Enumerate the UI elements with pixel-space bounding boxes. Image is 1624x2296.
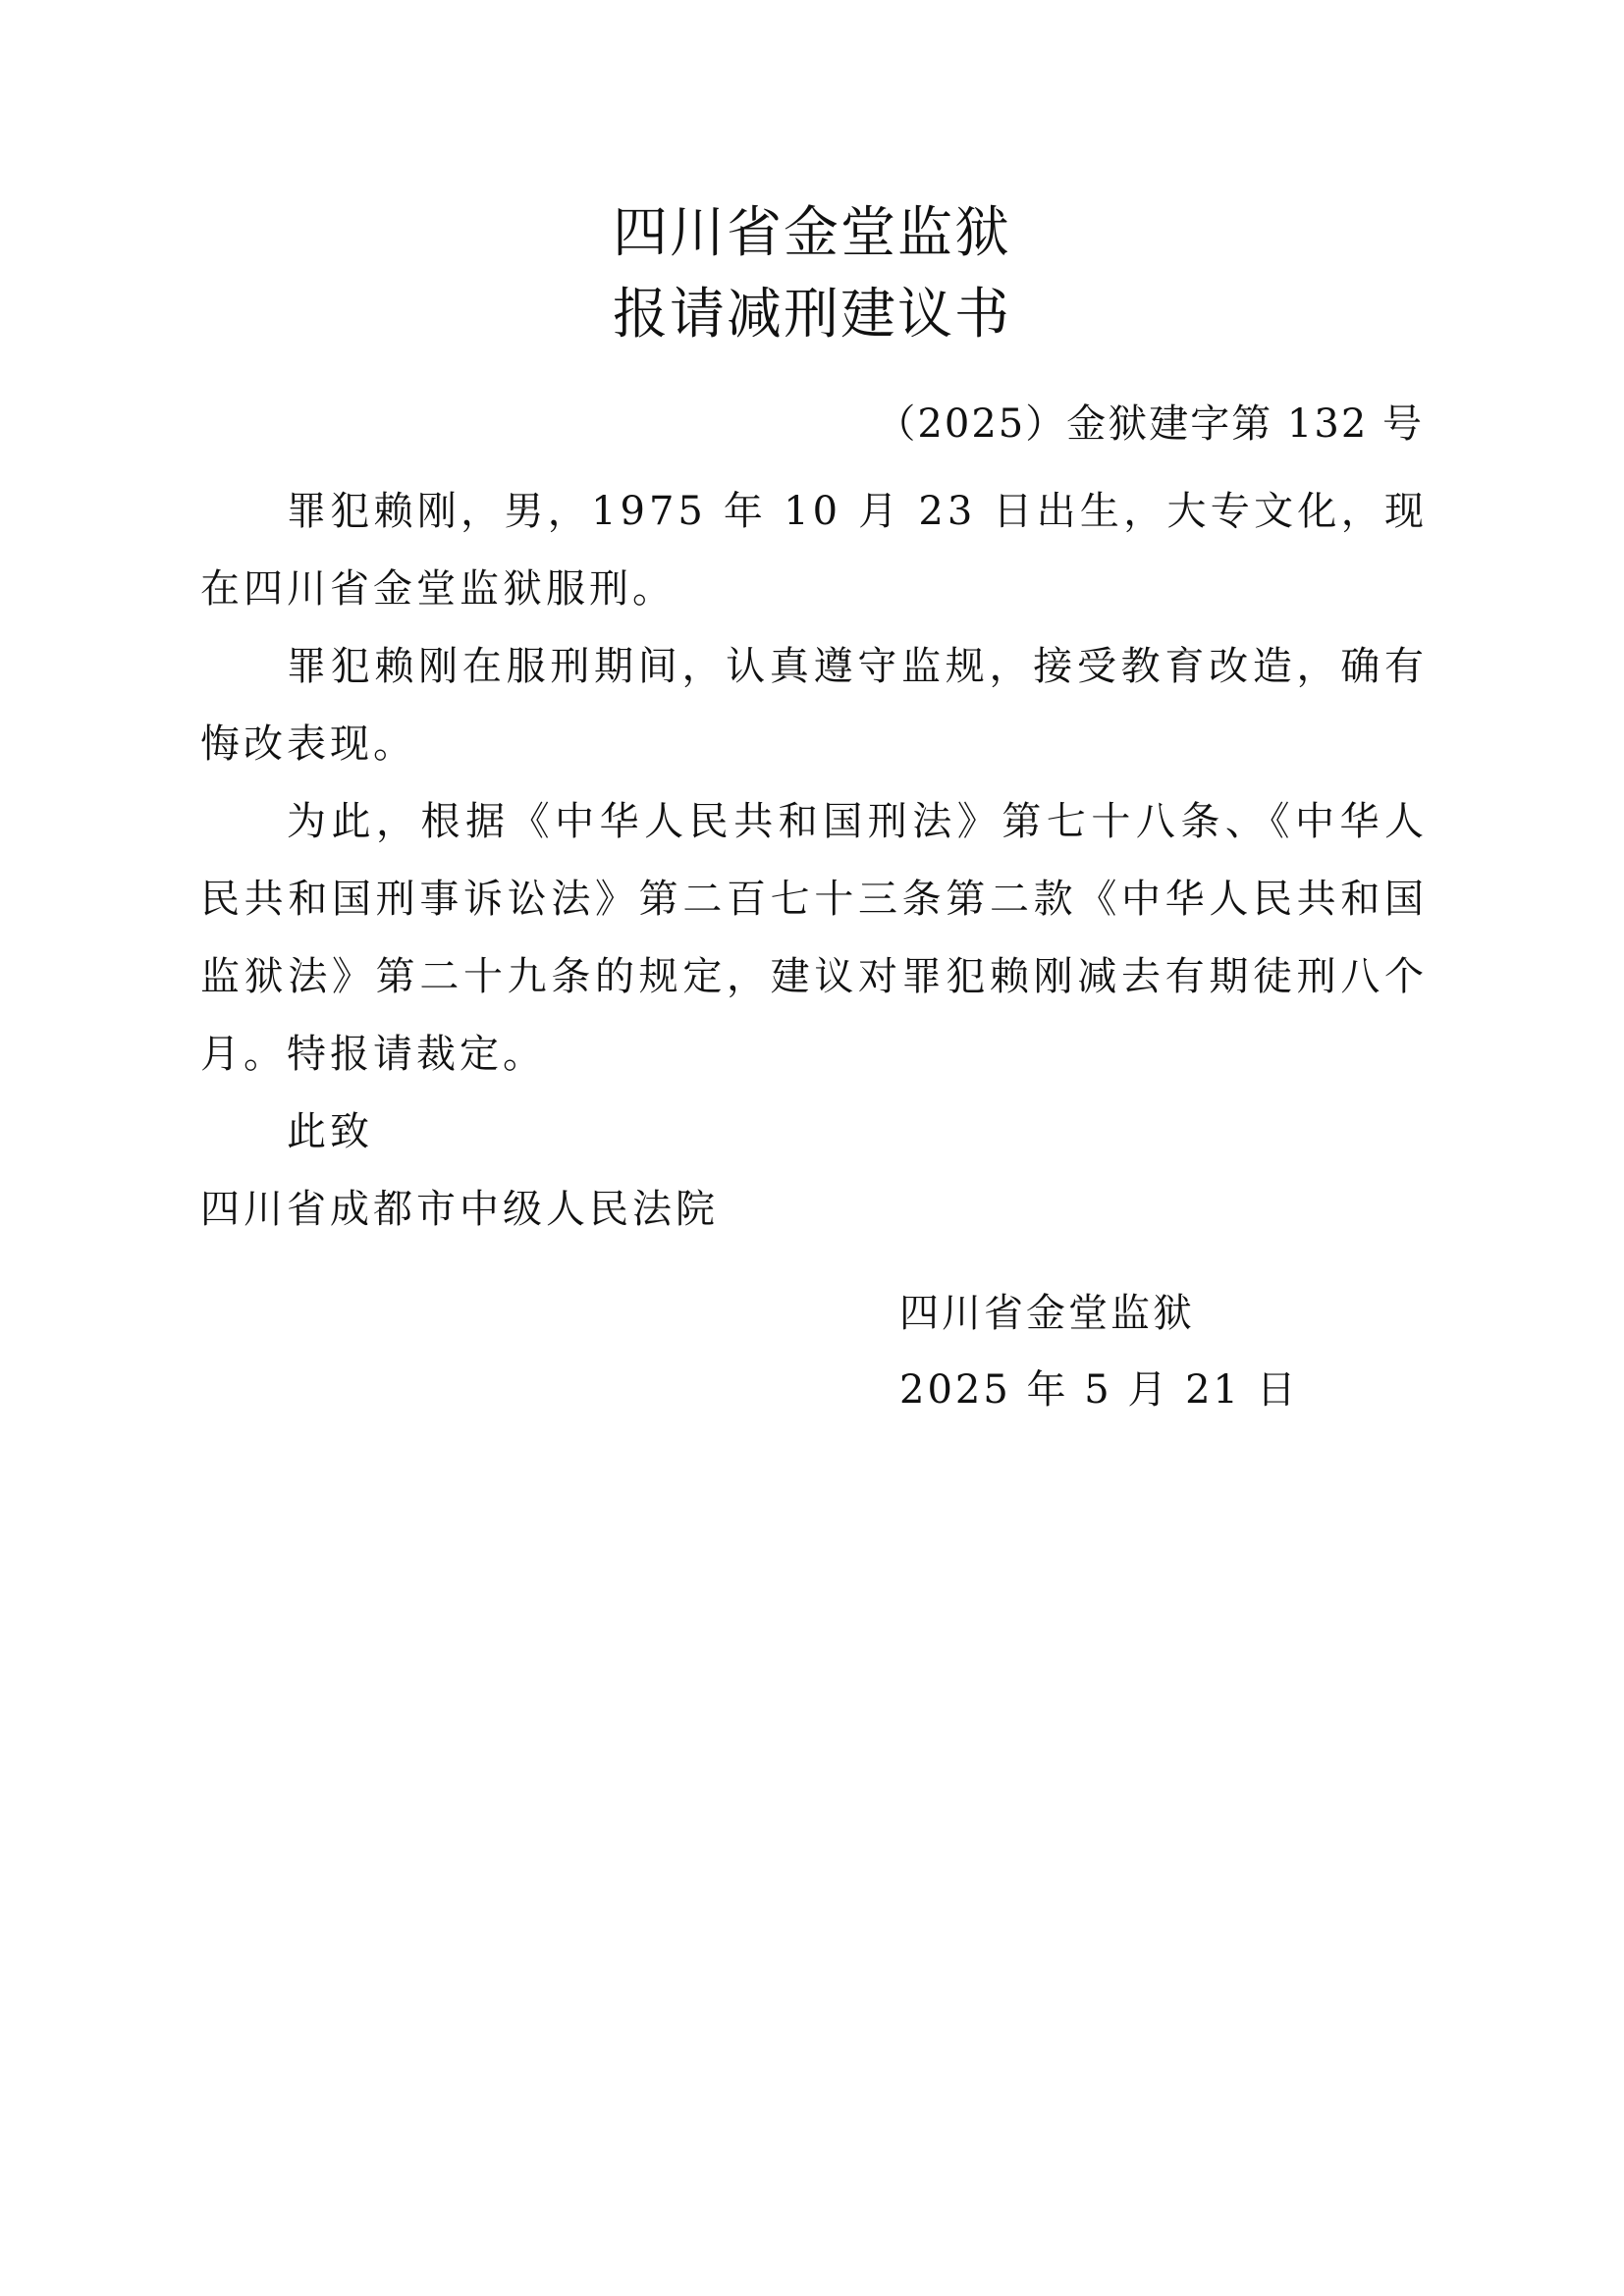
document-number: （2025）金狱建字第 132 号 <box>876 401 1424 447</box>
document-title-line2: 报请减刑建议书 <box>613 283 1011 347</box>
signature-date: 2025 年 5 月 21 日 <box>899 1367 1299 1413</box>
paragraph-behavior: 罪犯赖刚在服刑期间，认真遵守监规，接受教育改造，确有悔改表现。 <box>200 644 1428 767</box>
paragraph-legal-basis: 为此，根据《中华人民共和国刑法》第七十八条、《中华人民共和国刑事诉讼法》第二百七十三条第二款《中华人民共和国监狱法》第二十九条的规定，建议对罪犯赖刚减去有期徒刑八个月。特报请裁定。 <box>200 799 1428 1077</box>
signature-organization: 四川省金堂监狱 <box>899 1291 1195 1336</box>
paragraph-salutation: 此致 <box>287 1109 373 1154</box>
addressee: 四川省成都市中级人民法院 <box>200 1187 719 1232</box>
paragraph-personal-info: 罪犯赖刚，男，1975 年 10 月 23 日出生，大专文化，现在四川省金堂监狱服刑。 <box>200 489 1428 612</box>
document-body <box>200 473 1428 1249</box>
document-title-line1: 四川省金堂监狱 <box>613 201 1011 265</box>
